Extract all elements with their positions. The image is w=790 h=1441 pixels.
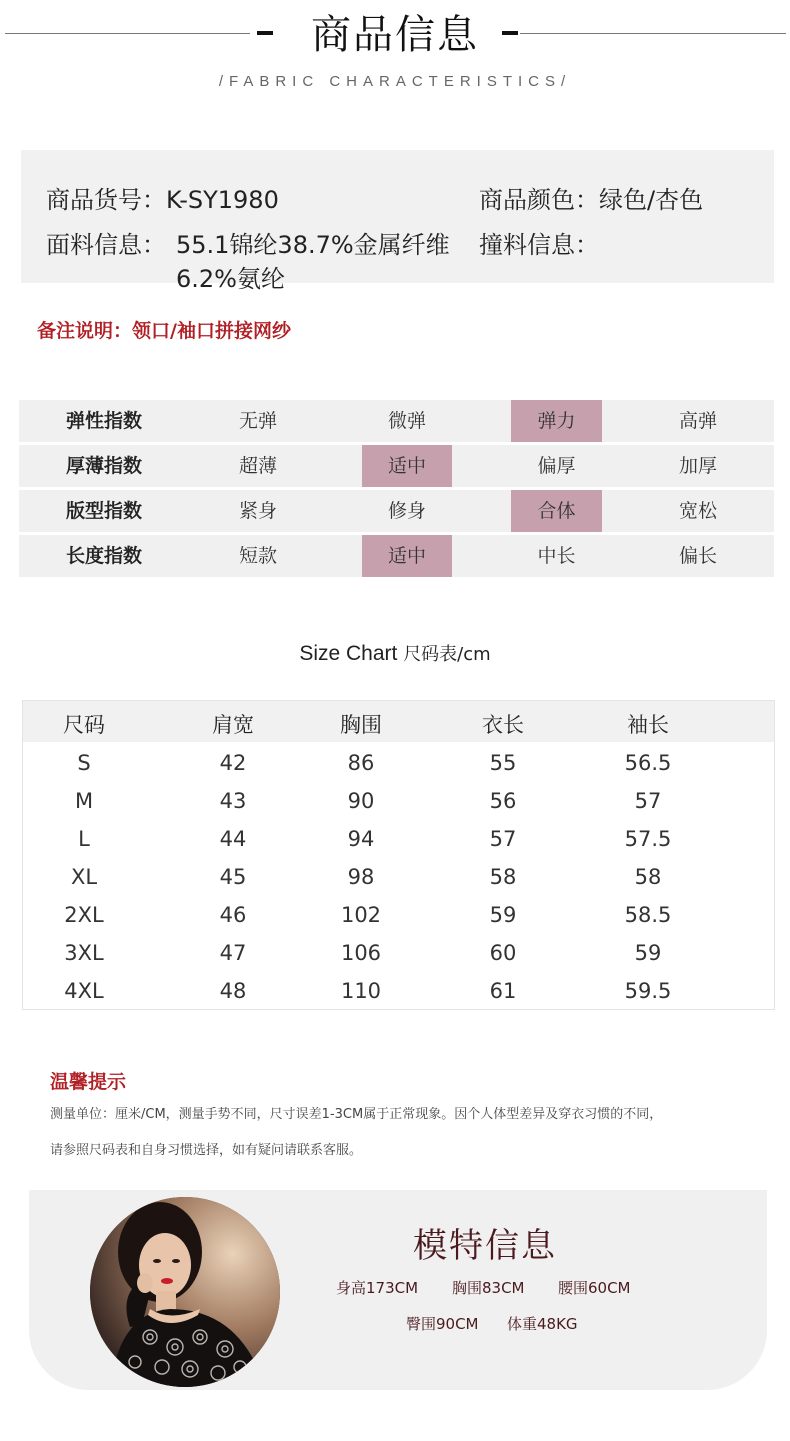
size-cell: 59.5 [624, 979, 672, 1003]
size-cell: 58.5 [624, 903, 672, 927]
size-cell: 58 [634, 865, 662, 889]
size-cell: 56.5 [624, 751, 672, 775]
index-row-label: 长度指数 [65, 545, 142, 567]
size-cell: 58 [489, 865, 517, 889]
size-cell: 42 [219, 751, 247, 775]
index-row-label: 厚薄指数 [65, 455, 142, 477]
model-info-title: 模特信息 [413, 1226, 557, 1266]
size-cell: 94 [347, 827, 375, 851]
size-cell: 59 [489, 903, 517, 927]
size-cell: M [74, 789, 94, 813]
model-hip: 臀围90CM [406, 1315, 479, 1333]
section-header [0, 0, 790, 110]
index-option-selected: 适中 [362, 535, 452, 577]
size-cell: 90 [347, 789, 375, 813]
size-header-cell: 袖长 [627, 713, 669, 737]
size-chart-title [0, 640, 790, 666]
size-cell: 59 [634, 941, 662, 965]
index-option-selected: 合体 [511, 490, 602, 532]
size-cell: 57.5 [624, 827, 672, 851]
size-header-cell: 肩宽 [212, 713, 254, 737]
size-cell: 46 [219, 903, 247, 927]
index-option: 短款 [238, 545, 277, 567]
size-cell: 98 [347, 865, 375, 889]
product-color: 商品颜色：绿色/杏色 [479, 186, 704, 214]
size-chart-title-en: Size Chart [299, 642, 404, 665]
index-option: 加厚 [678, 455, 717, 477]
size-cell: 55 [489, 751, 517, 775]
model-bust: 胸围83CM [452, 1279, 525, 1297]
size-cell: 57 [634, 789, 662, 813]
size-cell: 47 [219, 941, 247, 965]
size-cell: 110 [340, 979, 382, 1003]
size-cell: 45 [219, 865, 247, 889]
size-cell: 106 [340, 941, 382, 965]
header-divider-right [520, 33, 786, 34]
remark-note: 备注说明：领口/袖口拼接网纱 [37, 320, 291, 342]
fabric-value: 55.1锦纶38.7%金属纤维6.2%氨纶 [176, 231, 450, 293]
index-option-selected: 弹力 [511, 400, 602, 442]
size-row [23, 979, 774, 1017]
tips-line-1: 测量单位：厘米/CM，测量手势不同，尺寸误差1-3CM属于正常现象。因个人体型差异及穿衣习惯的不同， [50, 1107, 663, 1122]
index-row-label: 弹性指数 [65, 410, 142, 432]
size-cell: 43 [219, 789, 247, 813]
index-option: 高弹 [678, 410, 717, 432]
size-row [23, 903, 774, 941]
size-row [23, 827, 774, 865]
size-cell: 61 [489, 979, 517, 1003]
size-cell: 44 [219, 827, 247, 851]
index-row [19, 400, 774, 442]
model-waist: 腰围60CM [558, 1279, 631, 1297]
product-code: 商品货号：K-SY1980 [46, 186, 279, 214]
lining-info: 撞料信息： [479, 231, 599, 259]
index-row [19, 445, 774, 487]
model-photo [90, 1197, 280, 1387]
size-header-cell: 衣长 [482, 713, 524, 737]
index-row [19, 490, 774, 532]
size-cell: 48 [219, 979, 247, 1003]
size-cell: 4XL [64, 979, 104, 1003]
size-cell: S [77, 751, 91, 775]
size-cell: 102 [340, 903, 382, 927]
index-option: 偏厚 [537, 455, 576, 477]
size-cell: 3XL [64, 941, 104, 965]
size-chart-table [22, 700, 775, 1010]
size-chart-title-cn: 尺码表/cm [403, 644, 491, 665]
fabric-label: 面料信息： [46, 231, 166, 259]
index-option: 超薄 [238, 455, 277, 477]
index-row-label: 版型指数 [65, 500, 142, 522]
index-option: 紧身 [238, 500, 277, 522]
header-dash-right [502, 31, 518, 35]
page-title: 商品信息 [311, 12, 479, 58]
index-option: 偏长 [678, 545, 717, 567]
index-row [19, 535, 774, 577]
tips-line-2: 请参照尺码表和自身习惯选择，如有疑问请联系客服。 [50, 1143, 363, 1158]
index-option: 微弹 [387, 410, 426, 432]
index-option-selected: 适中 [362, 445, 452, 487]
model-photo-illustration [90, 1197, 280, 1387]
size-row [23, 789, 774, 827]
size-cell: 57 [489, 827, 517, 851]
size-cell: XL [70, 865, 98, 889]
product-info-box [21, 150, 774, 293]
tips-title: 温馨提示 [50, 1071, 127, 1093]
size-header-cell: 胸围 [340, 713, 382, 737]
attribute-index-table [19, 400, 774, 580]
size-row [23, 941, 774, 979]
size-cell: 56 [489, 789, 517, 813]
size-cell: 60 [489, 941, 517, 965]
page-subtitle: /FABRIC CHARACTERISTICS/ [218, 73, 572, 90]
index-option: 修身 [387, 500, 426, 522]
index-option: 无弹 [238, 410, 277, 432]
model-weight: 体重48KG [507, 1315, 578, 1333]
size-row [23, 751, 774, 789]
size-cell: 2XL [64, 903, 104, 927]
size-chart-header [23, 701, 774, 742]
size-cell: L [78, 827, 90, 851]
size-row [23, 865, 774, 903]
index-option: 中长 [537, 545, 576, 567]
index-option: 宽松 [678, 500, 717, 522]
size-header-cell: 尺码 [63, 713, 105, 737]
size-cell: 86 [347, 751, 375, 775]
model-height: 身高173CM [336, 1279, 419, 1297]
